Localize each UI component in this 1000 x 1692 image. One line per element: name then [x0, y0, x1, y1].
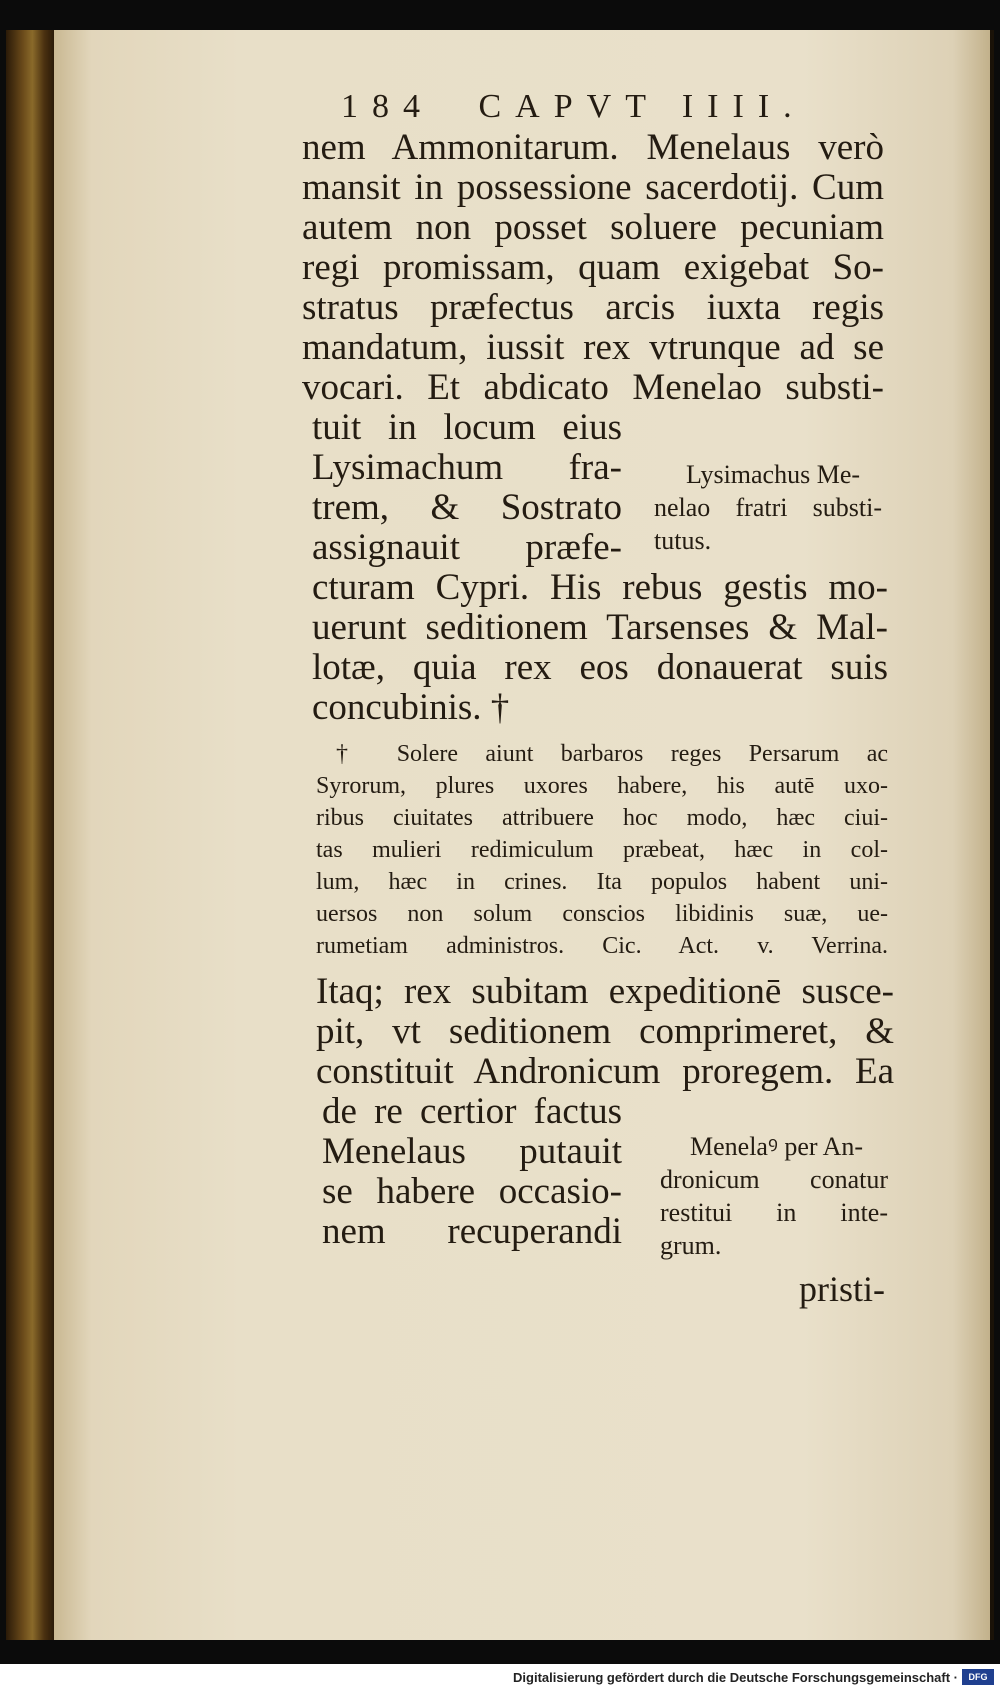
text-line: regi promissam, quam exigebat So- [302, 247, 884, 288]
text-line: cturam Cypri. His rebus gestis mo- [312, 567, 888, 608]
text-line: assignauit præfe- [312, 527, 622, 568]
marginal-note-line: restitui in inte- [660, 1198, 888, 1227]
text-line: tuit in locum eius [312, 407, 622, 448]
text-line: trem, & Sostrato [312, 487, 622, 528]
text-line: autem non posset soluere pecuniam [302, 207, 884, 248]
text-line: constituit Andronicum proregem. Ea [316, 1051, 894, 1092]
marginal-note-line: Menelaꝰ per An- [690, 1132, 864, 1161]
text-line: uerunt seditionem Tarsenses & Mal- [312, 607, 888, 648]
text-line: de re certior factus [322, 1091, 622, 1132]
dfg-logo: DFG [962, 1669, 994, 1685]
text-line: Menelaus putauit [322, 1131, 622, 1172]
page-number: 184 [341, 88, 434, 125]
footer-credit: Digitalisierung gefördert durch die Deutsche Forschungsgemeinschaft · [513, 1670, 958, 1685]
running-title: CAPVT IIII. [478, 88, 806, 125]
marginal-note-line: Lysimachus Me- [686, 460, 861, 489]
text-line: mansit in possessione sacerdotij. Cum [302, 167, 884, 208]
text-line: mandatum, iussit rex vtrunque ad se [302, 327, 884, 368]
footnote-line: ribus ciuitates attribuere hoc modo, hæc ciui- [316, 805, 888, 831]
footnote-line: † Solere aiunt barbaros reges Persarum ac [336, 741, 888, 767]
marginal-note-line: dronicum conatur [660, 1165, 888, 1194]
text-line: concubinis. † [312, 687, 510, 728]
text-line: stratus præfectus arcis iuxta regis [302, 287, 884, 328]
footnote-line: tas mulieri redimiculum præbeat, hæc in col- [316, 837, 888, 863]
text-line: pit, vt seditionem comprimeret, & [316, 1011, 894, 1052]
running-header [341, 88, 806, 126]
text-line: lotæ, quia rex eos donauerat suis [312, 647, 888, 688]
book-page [54, 30, 990, 1640]
marginal-note-line: tutus. [654, 526, 712, 555]
marginal-note-line: grum. [660, 1231, 722, 1260]
footnote-line: lum, hæc in crines. Ita populos habent uni- [316, 869, 888, 895]
footer-bar [0, 1664, 1000, 1692]
footnote-line: uersos non solum conscios libidinis suæ, ue- [316, 901, 888, 927]
book-scan [6, 30, 994, 1640]
footnote-line: Syrorum, plures uxores habere, his autē uxo- [316, 773, 888, 799]
text-line: vocari. Et abdicato Menelao substi- [302, 367, 884, 408]
footnote-line: rumetiam administros. Cic. Act. v. Verrina. [316, 933, 888, 959]
marginal-note-line: nelao fratri substi- [654, 493, 882, 522]
text-line: se habere occasio- [322, 1171, 622, 1212]
text-line: nem recuperandi [322, 1211, 622, 1252]
text-line: Lysimachum fra- [312, 447, 622, 488]
text-line: Itaq; rex subitam expeditionē susce- [316, 971, 894, 1012]
catchword: pristi- [799, 1269, 885, 1309]
text-line: nem Ammonitarum. Menelaus verò [302, 127, 884, 168]
book-spine [6, 30, 54, 1640]
